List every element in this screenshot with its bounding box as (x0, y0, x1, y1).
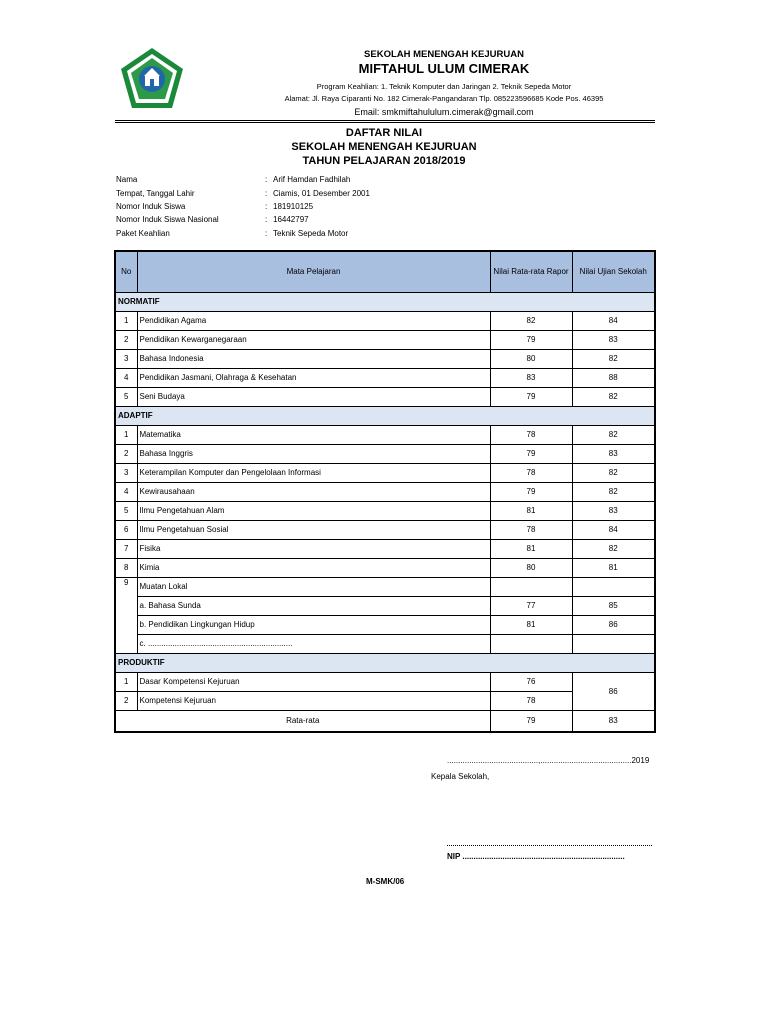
section-adaptif: ADAPTIF (115, 406, 655, 425)
info-label: Tempat, Tanggal Lahir (116, 189, 195, 198)
table-row: 4 Kewirausahaan 79 82 (115, 482, 655, 501)
date-line: .........................................,.........................................2019 (447, 756, 650, 765)
header-rapor: Nilai Rata-rata Rapor (490, 251, 572, 292)
header-ujian: Nilai Ujian Sekolah (572, 251, 655, 292)
info-label: Nomor Induk Siswa (116, 202, 186, 211)
average-rapor: 79 (490, 710, 572, 732)
header-divider-2 (115, 122, 655, 123)
info-value: 181910125 (273, 202, 314, 211)
header-no: No (115, 251, 137, 292)
document-title: DAFTAR NILAI (345, 127, 423, 139)
table-row: 6 Ilmu Pengetahuan Sosial 78 84 (115, 520, 655, 539)
average-ujian: 83 (572, 710, 655, 732)
info-value: Teknik Sepeda Motor (273, 229, 349, 238)
table-row: 2 Bahasa Inggris 79 83 (115, 444, 655, 463)
table-row: 3 Keterampilan Komputer dan Pengelolaan Informasi 78 82 (115, 463, 655, 482)
table-row: a. Bahasa Sunda 77 85 (115, 596, 655, 615)
info-label: Nama (116, 175, 138, 184)
signature-line (447, 845, 652, 846)
table-row: c. ................................................................. (115, 634, 655, 653)
info-value: 16442797 (273, 215, 309, 224)
nip-line: NIP ......................................................................... (447, 852, 625, 861)
table-row: 7 Fisika 81 82 (115, 539, 655, 558)
table-row: 5 Ilmu Pengetahuan Alam 81 83 (115, 501, 655, 520)
table-row: 2 Pendidikan Kewarganegaraan 79 83 (115, 330, 655, 349)
average-label: Rata-rata (115, 710, 490, 732)
info-label: Nomor Induk Siswa Nasional (116, 215, 219, 224)
grades-table (114, 250, 656, 733)
info-value: Ciamis, 01 Desember 2001 (273, 189, 370, 198)
table-row: 1 Dasar Kompetensi Kejuruan 76 86 (115, 672, 655, 691)
info-label: Paket Keahlian (116, 229, 170, 238)
muatan-lokal-title: Muatan Lokal (137, 577, 490, 596)
headmaster-label: Kepala Sekolah, (431, 772, 490, 781)
academic-year: TAHUN PELAJARAN 2018/2019 (302, 155, 466, 167)
table-row: 5 Seni Budaya 79 82 (115, 387, 655, 406)
table-row: 8 Kimia 80 81 (115, 558, 655, 577)
school-name: MIFTAHUL ULUM CIMERAK (358, 61, 530, 76)
section-normatif: NORMATIF (115, 292, 655, 311)
table-row: 1 Matematika 78 82 (115, 425, 655, 444)
table-row: 1 Pendidikan Agama 82 84 (115, 311, 655, 330)
average-row (115, 710, 655, 732)
program-list: Program Keahlian: 1. Teknik Komputer dan Jaringan 2. Teknik Sepeda Motor (316, 82, 572, 91)
school-type: SEKOLAH MENENGAH KEJURUAN (364, 49, 524, 60)
table-row: 4 Pendidikan Jasmani, Olahraga & Kesehatan 83 88 (115, 368, 655, 387)
document-subtitle: SEKOLAH MENENGAH KEJURUAN (291, 141, 477, 153)
header-divider (115, 120, 655, 121)
table-row: 3 Bahasa Indonesia 80 82 (115, 349, 655, 368)
form-code: M-SMK/06 (366, 877, 405, 886)
section-produktif: PRODUKTIF (115, 653, 655, 672)
table-row: 2 Kompetensi Kejuruan 78 (115, 691, 655, 710)
school-address: Alamat: Jl. Raya Ciparanti No. 182 Cimerak-Pangandaran Tlp. 085223596685 Kode Pos. 46395 (284, 94, 604, 103)
table-row: 9 Muatan Lokal (115, 577, 655, 596)
table-row: b. Pendidikan Lingkungan Hidup 81 86 (115, 615, 655, 634)
header-subject: Mata Pelajaran (137, 251, 490, 292)
info-value: Arif Hamdan Fadhilah (273, 175, 351, 184)
school-email: Email: smkmiftahululum.cimerak@gmail.com (354, 107, 534, 117)
produktif-ujian: 86 (572, 672, 655, 710)
